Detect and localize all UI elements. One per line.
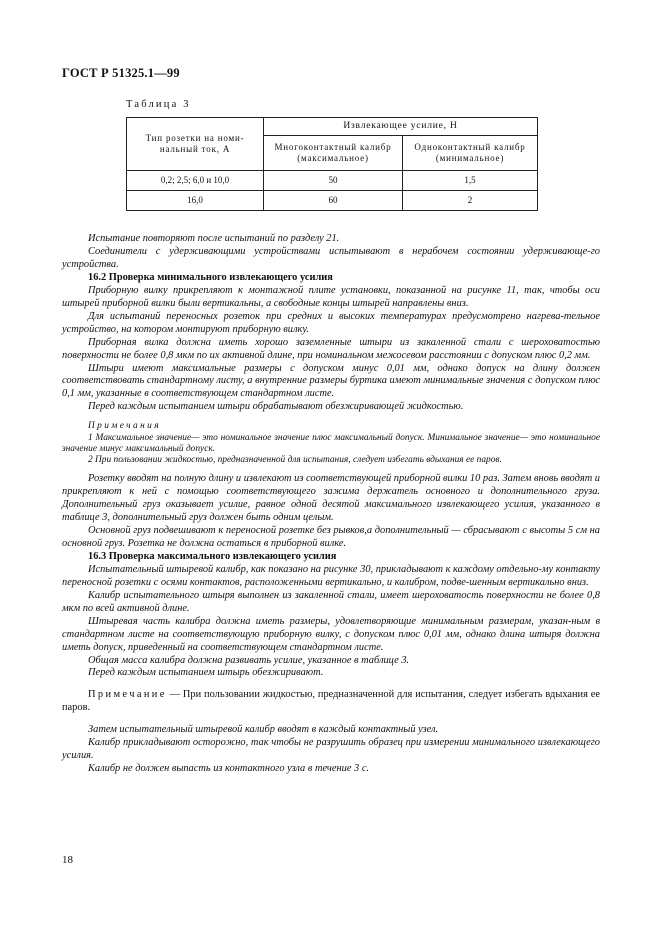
section-heading-16-2: 16.2 Проверка минимального извлекающего усилия [88, 271, 333, 283]
paragraph: Розетку вводят на полную длину и извлекают из соответствующей приборной вилки 10 раз. Затем вновь вводят и прикрепляют к ней с помощью соответствующего зажима держатель основного и дополнительного груза. Дополнительный груз оказывает усилие, равное одной десятой максимального извлекающего усилия, указанного в таблице 3, дополнительный груз должен быть одним целым. [62, 473, 600, 524]
paragraph: Штыри имеют максимальные размеры с допуском минус 0,01 мм, однако допуск на длину должен соответствовать стандартному листу, а внутренние размеры буртика имеют минимальные значения с допуском плюс 0,1 мм, указанные в соответствующем стандартном листе. [62, 362, 600, 400]
cell-single: 2 [403, 191, 538, 211]
paragraph: Основной груз подвешивают к переносной розетке без рывков,а дополнительный — сбрасывают с высоты 5 см на основной груз. Розетка не должна остаться в приборной вилке. [62, 524, 600, 549]
note-3-text: — При пользовании жидкостью, предназначенной для испытания, следует избегать вдыхания ее паров. [62, 689, 600, 714]
col-single-header: Одноконтактный калибр (минимальное) [403, 136, 538, 171]
paragraph: Калибр не должен выпасть из контактного узла в течение 3 с. [88, 763, 370, 775]
paragraph: Затем испытательный штыревой калибр вводят в каждый контактный узел. [88, 724, 439, 736]
col-group-header: Извлекающее усилие, Н [264, 118, 538, 136]
table-3 [126, 117, 538, 211]
paragraph: Перед каждым испытанием штыри обрабатывают обезжиривающей жидкостью. [88, 401, 464, 413]
table-row [127, 171, 538, 191]
cell-multi: 50 [264, 171, 403, 191]
document-id-header: ГОСТ Р 51325.1—99 [62, 66, 180, 80]
paragraph: Общая масса калибра должна развивать усилие, указанное в таблице 3. [88, 654, 410, 666]
note-2: 2 При пользовании жидкостью, предназначенной для испытания, следует избегать вдыхания ее паров. [88, 454, 502, 465]
paragraph: Испытание повторяют после испытаний по разделу 21. [88, 233, 340, 244]
cell-type: 0,2; 2,5; 6,0 и 10,0 [127, 171, 264, 191]
cell-type: 16,0 [127, 191, 264, 211]
paragraph: Соединители с удерживающими устройствами испытывают в нерабочем состоянии удерживающе-го устройства. [62, 245, 600, 270]
paragraph: Калибр прикладывают осторожно, так чтобы не разрушить образец при измерении минимального извлекающего усилия. [62, 737, 600, 762]
section-heading-16-3: 16.3 Проверка максимального извлекающего усилия [88, 550, 337, 562]
page-number: 18 [62, 854, 73, 866]
col-type-header: Тип розетки на номи-нальный ток, А [127, 118, 264, 171]
note-1: 1 Максимальное значение— это номинальное значение плюс максимальный допуск. Минимальное значение— это номинальное значение минус максимальный допуск. [62, 432, 600, 454]
paragraph: Приборная вилка должна иметь хорошо заземленные штыри из закаленной стали с шероховатостью поверхности не более 0,8 мкм по их активной длине, при номинальном межосевом расстоянии с допуском плюс 0,2 мм. [62, 336, 600, 361]
cell-multi: 60 [264, 191, 403, 211]
paragraph: Штыревая часть калибра должна иметь размеры, удовлетворяющие минимальным размерам, указан-ным в стандартном листе на соответствующую приборную вилку, с допуском плюс 0,01 мм, однако длина штыря должна иметь допуск, приведенный на соответствующем стандартном листе. [62, 615, 600, 653]
paragraph: Приборную вилку прикрепляют к монтажной плите установки, показанной на рисунке 11, так, чтобы оси штырей приборной вилки были вертикальны, а свободные концы штырей направлены вниз. [62, 284, 600, 309]
note-3-label: Примечание [88, 689, 167, 701]
paragraph: Испытательный штыревой калибр, как показано на рисунке 30, прикладывают к каждому отдельно-му контакту переносной розетки с осями контактов, расположенными вертикально, и калибром, подве-шенным вертикально вниз. [62, 563, 600, 588]
paragraph: Для испытаний переносных розеток при средних и высоких температурах предусмотрено нагрева-тельное устройство, на котором монтируют приборную вилку. [62, 310, 600, 335]
paragraph: Перед каждым испытанием штырь обезжиривают. [88, 667, 324, 679]
cell-single: 1,5 [403, 171, 538, 191]
table-header-row [127, 118, 538, 136]
paragraph: Калибр испытательного штыря выполнен из закаленной стали, имеет шероховатость поверхности не более 0,8 мкм по всей активной длине. [62, 589, 600, 614]
note-3 [62, 689, 600, 715]
notes-title: Примечания [88, 421, 162, 432]
table-caption: Таблица 3 [126, 99, 191, 110]
table-row [127, 191, 538, 211]
body-text [62, 233, 600, 776]
col-multi-header: Многоконтактный калибр (максимальное) [264, 136, 403, 171]
